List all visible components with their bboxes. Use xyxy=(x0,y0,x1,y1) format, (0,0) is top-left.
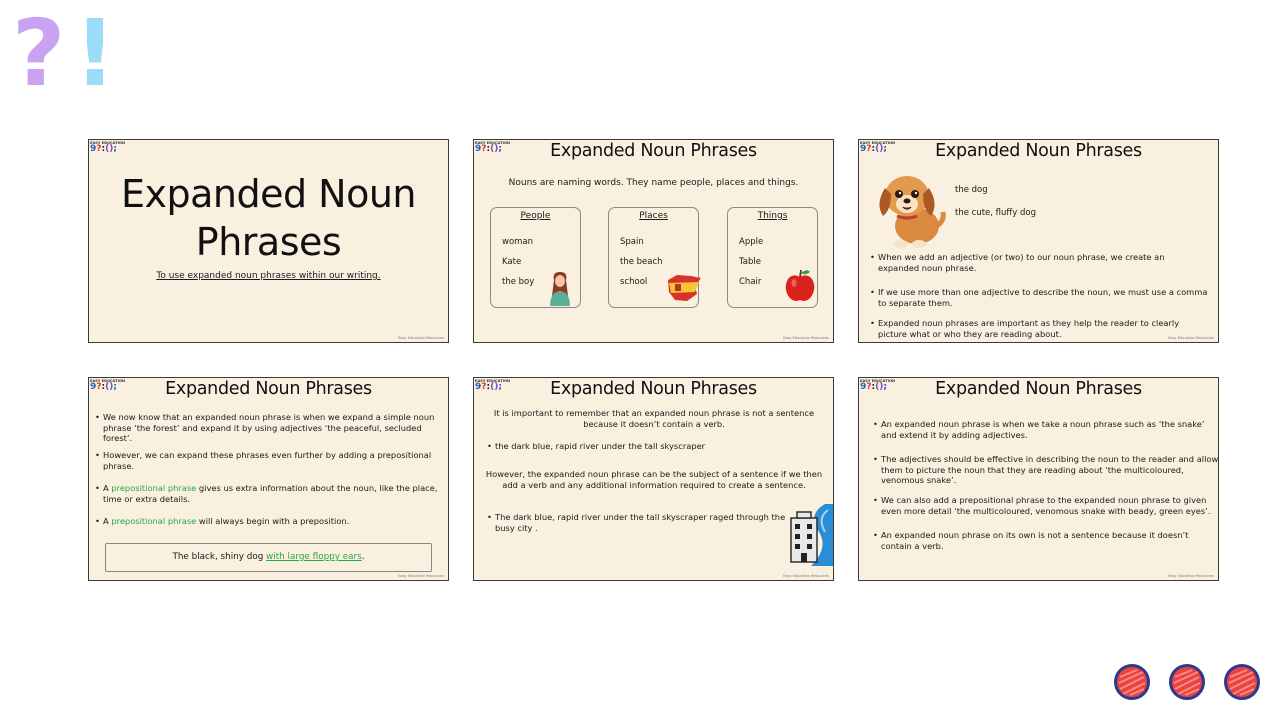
exclamation-mark-glyph: ! xyxy=(74,0,116,107)
bullet-point: • A prepositional phrase will always begin with a preposition. xyxy=(95,516,350,526)
skyscraper-river-icon xyxy=(785,504,834,566)
slide-title: Expanded Noun Phrases xyxy=(550,379,757,399)
slide-title: Expanded Noun Phrases xyxy=(550,141,757,161)
slide-title: Expanded Noun Phrases xyxy=(120,172,417,264)
slide-thumbnail-2[interactable] xyxy=(473,139,834,343)
puppy-icon xyxy=(873,164,947,250)
bullet-point: • A prepositional phrase gives us extra information about the noun, like the place, time or extra details. xyxy=(95,483,438,504)
slide-thumbnail-3[interactable] xyxy=(858,139,1219,343)
people-column: People woman Kate the boy xyxy=(490,207,581,308)
slide-thumbnail-4[interactable] xyxy=(88,377,449,581)
apple-icon xyxy=(783,268,817,304)
places-column: Places Spain the beach school xyxy=(608,207,699,308)
bullet-point: • The dark blue, rapid river under the tall skyscraper raged through the busy city . xyxy=(487,512,786,533)
paragraph: It is important to remember that an expanded noun phrase is not a sentence because it doesn’t contain a verb. xyxy=(493,408,815,429)
noun-phrase-example: the dog xyxy=(955,185,988,195)
easy-education-logo: EASY EDUCATION 9?:(); xyxy=(475,379,511,392)
slide-thumbnail-1[interactable] xyxy=(88,139,449,343)
bullet-point: • We can also add a prepositional phrase to the expanded noun phrase to given even more detail ‘the multicoloured, venomous snake with beady, green eyes’. xyxy=(873,495,1211,516)
scribble-dot-icon xyxy=(1114,664,1150,700)
brand-logo xyxy=(12,0,122,107)
easy-education-logo: EASY EDUCATION 9?:(); xyxy=(90,141,126,154)
learning-objective: To use expanded noun phrases within our writing. xyxy=(156,271,381,281)
woman-icon xyxy=(546,270,574,306)
scribble-dot-icon xyxy=(1169,664,1205,700)
example-sentence-box: The black, shiny dog with large floppy ears. xyxy=(105,543,432,572)
bullet-point: • If we use more than one adjective to describe the noun, we must use a comma to separate them. xyxy=(870,287,1208,308)
easy-education-logo: EASY EDUCATION 9?:(); xyxy=(860,141,896,154)
slide-footer: Easy Education Resources xyxy=(783,336,829,340)
slide-footer: Easy Education Resources xyxy=(783,574,829,578)
spain-map-icon xyxy=(665,272,703,304)
question-mark-glyph: ? xyxy=(12,0,66,107)
slide-title: Expanded Noun Phrases xyxy=(935,379,1142,399)
bullet-point: • We now know that an expanded noun phrase is when we expand a simple noun phrase ‘the forest’ and expand it by using adjectives ‘the peaceful, secluded forest’. xyxy=(95,412,435,444)
slide-title: Expanded Noun Phrases xyxy=(935,141,1142,161)
slide-footer: Easy Education Resources xyxy=(398,336,444,340)
things-column: Things Apple Table Chair xyxy=(727,207,818,308)
bullet-point: • The adjectives should be effective in describing the noun to the reader and allow them to picture the noun that they are reading about ‘the multicoloured, venomous snake’. xyxy=(873,454,1219,486)
bullet-point: • Expanded noun phrases are important as they help the reader to clearly picture what or who they are reading about. xyxy=(870,318,1180,339)
easy-education-logo: EASY EDUCATION 9?:(); xyxy=(90,379,126,392)
slide-footer: Easy Education Resources xyxy=(1168,336,1214,340)
bullet-point: • An expanded noun phrase is when we take a noun phrase such as ‘the snake’ and extend it by adding adjectives. xyxy=(873,419,1205,440)
expanded-noun-phrase-example: the cute, fluffy dog xyxy=(955,208,1036,218)
slide-footer: Easy Education Resources xyxy=(1168,574,1214,578)
slide-title: Expanded Noun Phrases xyxy=(165,379,372,399)
slide-footer: Easy Education Resources xyxy=(398,574,444,578)
intro-text: Nouns are naming words. They name people, places and things. xyxy=(508,178,799,188)
decorative-dots xyxy=(1112,664,1262,704)
slide-thumbnail-5[interactable] xyxy=(473,377,834,581)
bullet-point: • the dark blue, rapid river under the tall skyscraper xyxy=(487,441,706,451)
bullet-point: • When we add an adjective (or two) to our noun phrase, we create an expanded noun phrase. xyxy=(870,252,1165,273)
scribble-dot-icon xyxy=(1224,664,1260,700)
paragraph: However, the expanded noun phrase can be the subject of a sentence if we then add a verb and any additional information required to create a sentence. xyxy=(485,469,823,490)
bullet-point: • However, we can expand these phrases even further by adding a prepositional phrase. xyxy=(95,450,432,471)
slide-thumbnail-6[interactable] xyxy=(858,377,1219,581)
bullet-point: • An expanded noun phrase on its own is not a sentence because it doesn’t contain a verb. xyxy=(873,530,1189,551)
easy-education-logo: EASY EDUCATION 9?:(); xyxy=(475,141,511,154)
easy-education-logo: EASY EDUCATION 9?:(); xyxy=(860,379,896,392)
